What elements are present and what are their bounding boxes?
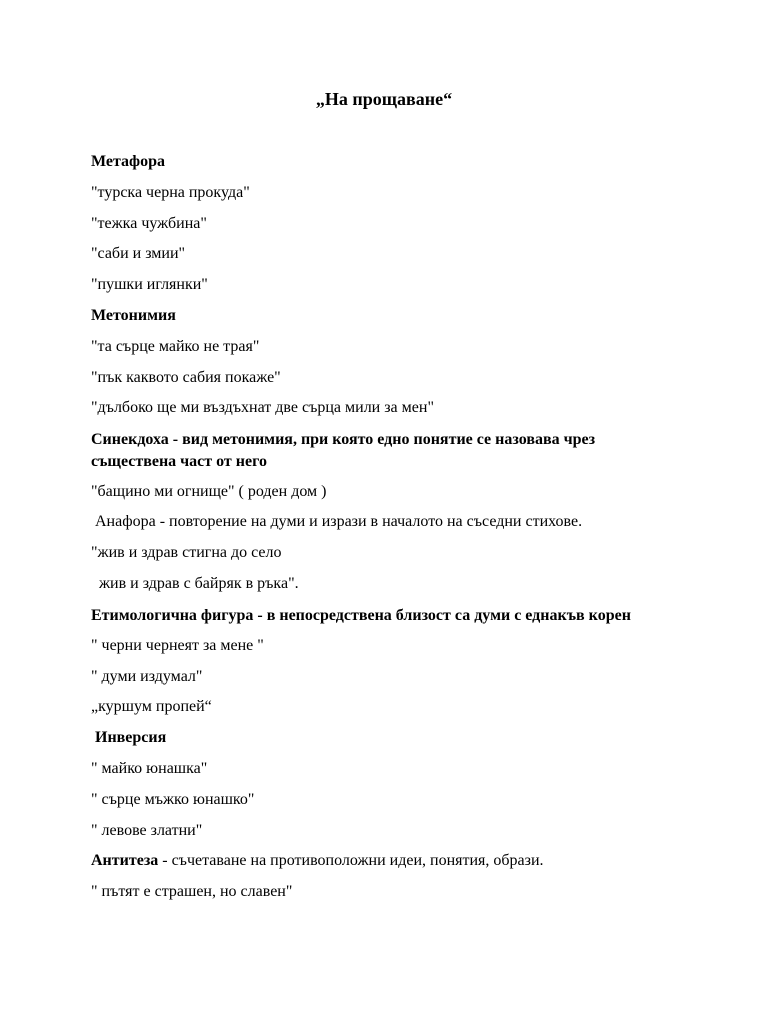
section-heading-etymological-figure: Етимологична фигура - в непосредствена близост са думи с еднакъв корен bbox=[91, 606, 631, 624]
example-line: "дълбоко ще ми въздъхнат две сърца мили за мен" bbox=[91, 399, 434, 417]
example-line: " левове златни" bbox=[91, 821, 203, 839]
example-line: "тежка чужбина" bbox=[91, 214, 207, 232]
section-heading-metaphor: Метафора bbox=[91, 153, 166, 170]
example-line: жив и здрав с байряк в ръка". bbox=[91, 575, 299, 593]
antithesis-definition bbox=[91, 851, 681, 871]
example-line: "саби и змии" bbox=[91, 245, 186, 263]
example-line: "пък каквото сабия покаже" bbox=[91, 368, 281, 386]
section-heading-inversion: Инверсия bbox=[91, 729, 167, 747]
document-body bbox=[91, 152, 681, 913]
section-heading-synecdoche: Синекдоха - вид метонимия, при която едно понятие се назовава чрез съществена част от него bbox=[91, 431, 600, 470]
example-line: "жив и здрав стигна до село bbox=[91, 544, 282, 562]
example-line: "турска черна прокуда" bbox=[91, 183, 250, 201]
document-title: „На прощаване“ bbox=[315, 89, 453, 109]
example-line: "пушки иглянки" bbox=[91, 276, 208, 294]
example-line: " сърце мъжко юнашко" bbox=[91, 790, 255, 808]
antithesis-description: - съчетаване на противоположни идеи, понятия, образи. bbox=[158, 852, 544, 870]
anaphora-definition: Анафора - повторение на думи и изрази в началото на съседни стихове. bbox=[91, 513, 583, 531]
example-line: " думи издумал" bbox=[91, 667, 203, 685]
example-line: "та сърце майко не трая" bbox=[91, 337, 260, 355]
section-heading-metonymy: Метонимия bbox=[91, 306, 176, 324]
antithesis-term: Антитеза bbox=[91, 852, 159, 870]
example-line: " пътят е страшен, но славен" bbox=[91, 883, 293, 901]
example-line: „куршум пропей“ bbox=[91, 698, 212, 716]
example-line: "бащино ми огнище" ( роден дом ) bbox=[91, 482, 327, 500]
example-line: " майко юнашка" bbox=[91, 760, 208, 778]
example-line: " черни чернеят за мене " bbox=[91, 636, 264, 654]
